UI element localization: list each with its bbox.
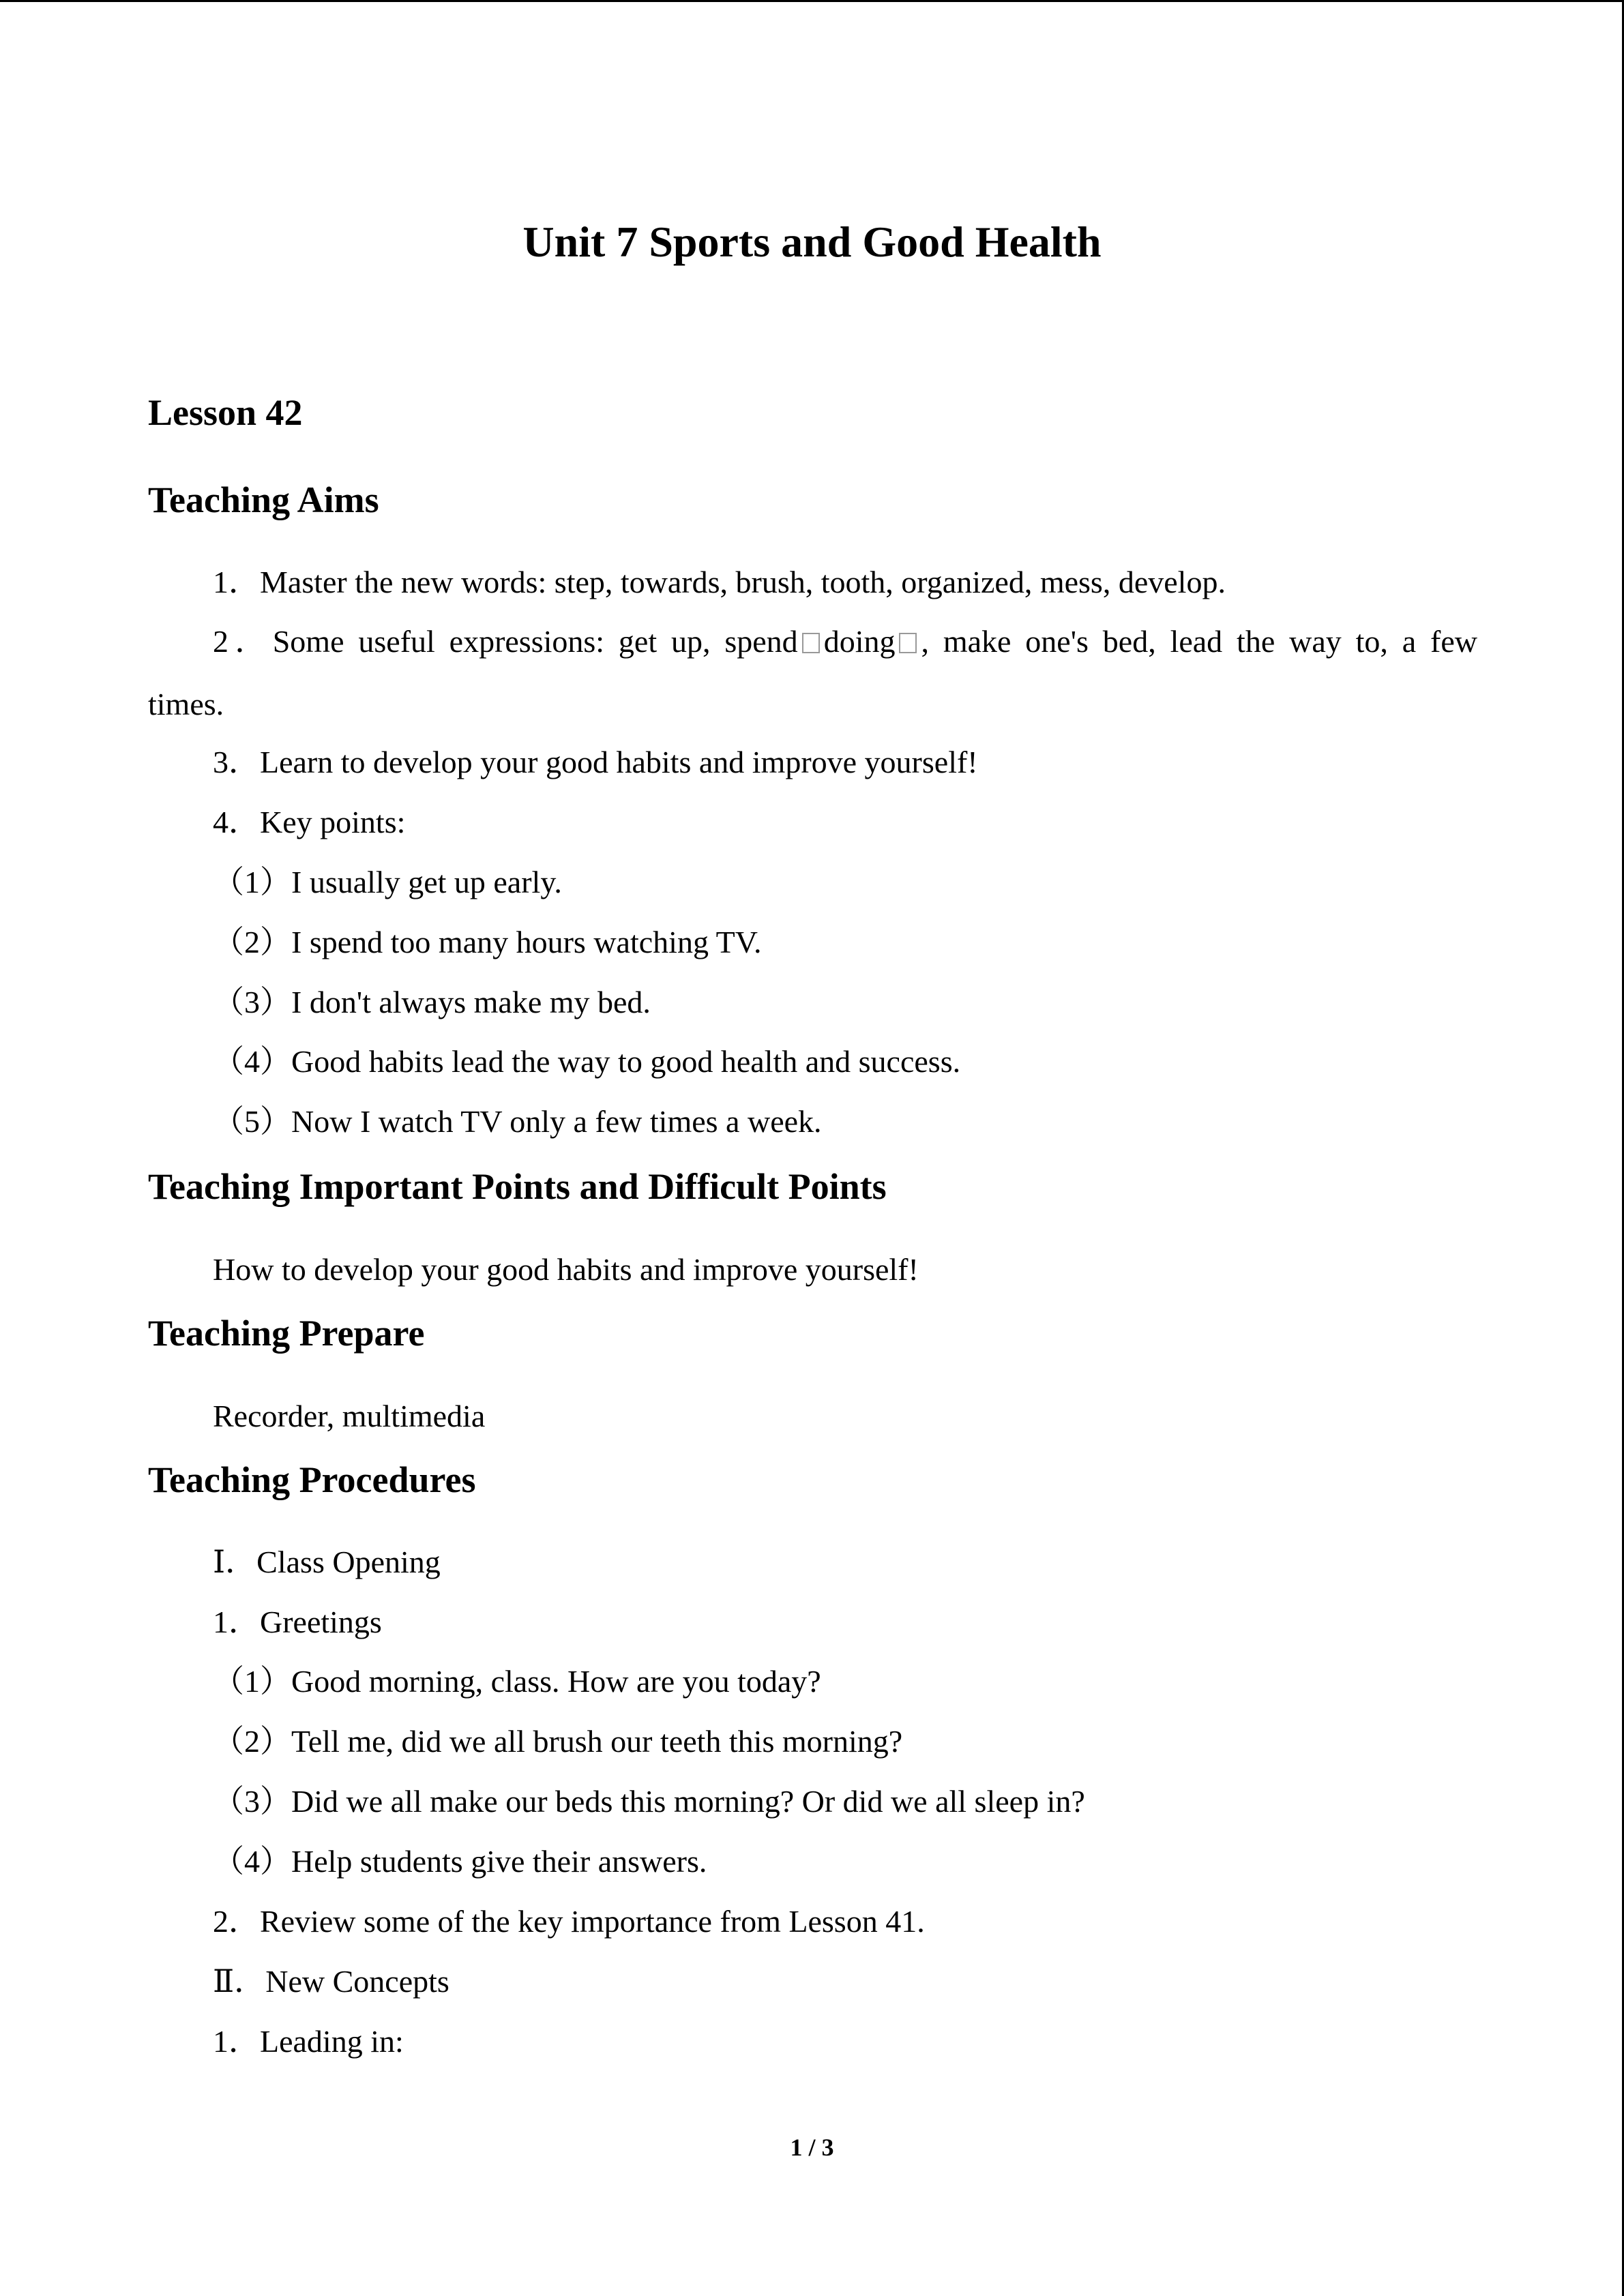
aim-item-2-part-b: doing	[823, 624, 896, 659]
key-point-3: （3）I don't always make my bed.	[213, 985, 651, 1019]
page-number: 1 / 3	[790, 2134, 834, 2161]
lesson-heading: Lesson 42	[148, 392, 303, 433]
teaching-prepare-text: Recorder, multimedia	[213, 1399, 486, 1433]
important-points-heading: Teaching Important Points and Difficult Points	[148, 1166, 887, 1207]
greeting-3: （3）Did we all make our beds this morning? Or did we all sleep in?	[213, 1784, 1085, 1819]
teaching-aims-heading: Teaching Aims	[148, 479, 379, 520]
teaching-prepare-heading: Teaching Prepare	[148, 1313, 425, 1354]
aim-item-2-part-c: , make one's bed, lead the way to, a few	[921, 624, 1477, 659]
key-point-1: （1）I usually get up early.	[213, 865, 562, 899]
aim-item-2-part-a: 2．Some useful expressions: get up, spend	[213, 624, 798, 659]
aim-item-1: 1．Master the new words: step, towards, brush, tooth, organized, mess, develop.	[213, 565, 1226, 599]
greetings-item: 1．Greetings	[213, 1605, 382, 1639]
aim-item-3: 3．Learn to develop your good habits and improve yourself!	[213, 745, 978, 779]
important-points-text: How to develop your good habits and improve yourself!	[213, 1252, 919, 1287]
aim-item-4: 4．Key points:	[213, 805, 406, 839]
key-point-2: （2）I spend too many hours watching TV.	[213, 925, 762, 959]
teaching-procedures-heading: Teaching Procedures	[148, 1459, 476, 1500]
leading-in-item: 1．Leading in:	[213, 2024, 404, 2059]
greeting-2: （2）Tell me, did we all brush our teeth this morning?	[213, 1724, 903, 1759]
key-point-4: （4）Good habits lead the way to good health and success.	[213, 1044, 961, 1079]
section-class-opening: Ⅰ．Class Opening	[213, 1545, 441, 1579]
review-item: 2．Review some of the key importance from Lesson 41.	[213, 1904, 925, 1939]
key-point-5: （5）Now I watch TV only a few times a week.	[213, 1104, 822, 1139]
missing-glyph-box	[899, 633, 917, 653]
section-new-concepts: Ⅱ．New Concepts	[213, 1964, 449, 1999]
aim-item-2	[213, 621, 1477, 662]
document-title: Unit 7 Sports and Good Health	[522, 218, 1102, 266]
greeting-4: （4）Help students give their answers.	[213, 1844, 707, 1879]
missing-glyph-box	[802, 633, 820, 653]
greeting-1: （1）Good morning, class. How are you today?	[213, 1664, 821, 1699]
aim-item-2-continuation: times.	[148, 687, 224, 721]
